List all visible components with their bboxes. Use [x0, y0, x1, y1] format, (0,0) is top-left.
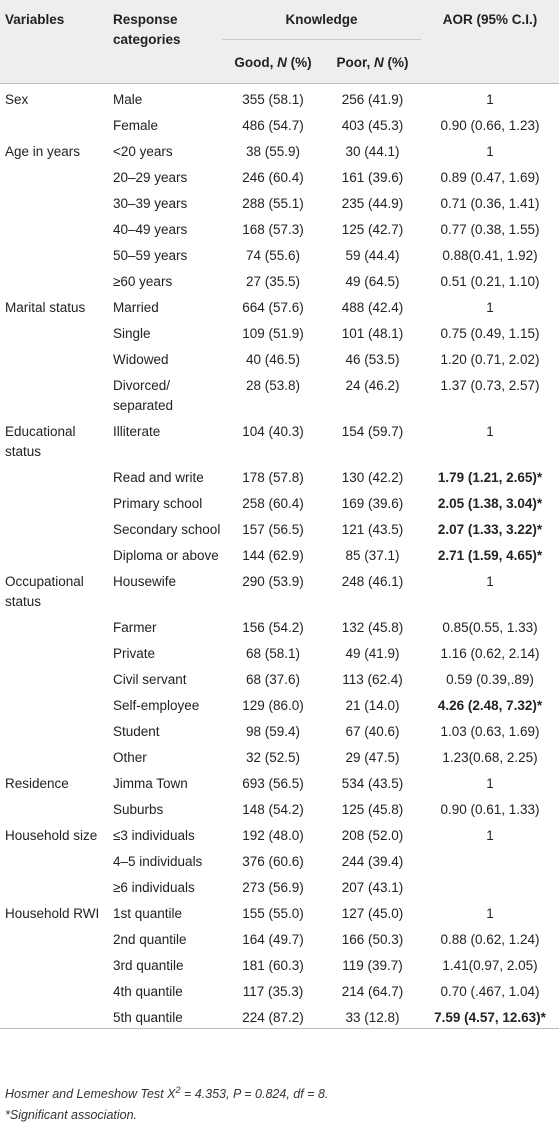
cell-response: Jimma Town [113, 776, 188, 791]
cell-response: Diploma or above [113, 548, 219, 563]
cell-poor: 29 (47.5) [345, 750, 400, 765]
cell-variable [0, 110, 104, 136]
cell-aor: 7.59 (4.57, 12.63)* [434, 1010, 546, 1025]
cell-response: Illiterate [113, 424, 161, 439]
cell-aor: 0.90 (0.66, 1.23) [440, 118, 540, 133]
cell-response: Student [113, 724, 160, 739]
col-header-knowledge [222, 0, 421, 40]
table-row [0, 110, 559, 136]
table-row [0, 742, 559, 768]
table-row [0, 664, 559, 690]
table-row [0, 514, 559, 540]
cell-aor: 0.51 (0.21, 1.10) [440, 274, 540, 289]
cell-variable [0, 188, 104, 214]
cell-aor: 2.05 (1.38, 3.04)* [437, 496, 543, 511]
cell-response: 50–59 years [113, 248, 188, 263]
table-footnotes [5, 1080, 328, 1126]
cell-aor: 0.89 (0.47, 1.69) [440, 170, 540, 185]
cell-good: 168 (57.3) [242, 222, 304, 237]
cell-aor: 0.77 (0.38, 1.55) [440, 222, 540, 237]
cell-response: Primary school [113, 496, 203, 511]
cell-aor: 1 [486, 92, 494, 107]
table-row [0, 638, 559, 664]
cell-aor: 0.75 (0.49, 1.15) [440, 326, 540, 341]
cell-variable: Marital status [5, 300, 86, 315]
cell-poor: 161 (39.6) [341, 170, 404, 185]
cell-variable [0, 924, 104, 950]
cell-aor: 4.26 (2.48, 7.32)* [437, 698, 543, 713]
cell-poor: 488 (42.4) [341, 300, 404, 315]
cell-variable [0, 344, 104, 370]
cell-aor: 1.20 (0.71, 2.02) [440, 352, 540, 367]
table-row [0, 898, 559, 924]
cell-response: Secondary school [113, 522, 221, 537]
cell-aor: 1 [486, 144, 494, 159]
table-row [0, 716, 559, 742]
table-bottom-rule [0, 1029, 559, 1030]
cell-variable [0, 872, 104, 898]
cell-response: Married [113, 300, 159, 315]
cell-variable: Sex [5, 92, 29, 107]
cell-aor: 2.07 (1.33, 3.22)* [437, 522, 543, 537]
cell-good: 664 (57.6) [242, 300, 304, 315]
cell-good: 28 (53.8) [245, 378, 301, 393]
cell-aor: 1.16 (0.62, 2.14) [440, 646, 540, 661]
cell-response: 5th quantile [113, 1010, 183, 1025]
cell-good: 144 (62.9) [242, 548, 304, 563]
table-row [0, 846, 559, 872]
cell-aor: 1.37 (0.73, 2.57) [440, 378, 540, 393]
subheader-row [0, 40, 559, 84]
cell-variable: Age in years [5, 144, 81, 159]
cell-poor: 166 (50.3) [341, 932, 404, 947]
cell-response: 4th quantile [113, 984, 183, 999]
cell-poor: 154 (59.7) [341, 424, 404, 439]
cell-aor: 1 [486, 300, 494, 315]
cell-good: 157 (56.5) [242, 522, 304, 537]
cell-poor: 256 (41.9) [341, 92, 404, 107]
cell-poor: 534 (43.5) [341, 776, 404, 791]
knowledge-label: Knowledge [285, 12, 358, 27]
cell-variable [0, 240, 104, 266]
cell-variable [0, 950, 104, 976]
cell-poor: 214 (64.7) [341, 984, 404, 999]
table-row [0, 612, 559, 638]
cell-good: 290 (53.9) [242, 574, 304, 589]
cell-aor: 0.59 (0.39,.89) [446, 672, 534, 687]
cell-response: Private [113, 646, 156, 661]
table-row [0, 540, 559, 566]
table-row [0, 488, 559, 514]
cell-good: 40 (46.5) [245, 352, 301, 367]
cell-good: 164 (49.7) [242, 932, 304, 947]
cell-good: 109 (51.9) [242, 326, 304, 341]
cell-aor: 0.85(0.55, 1.33) [442, 620, 538, 635]
cell-poor: 235 (44.9) [341, 196, 404, 211]
cell-response: 2nd quantile [113, 932, 187, 947]
cell-variable: Educational status [5, 424, 76, 459]
table-row [0, 344, 559, 370]
cell-poor: 59 (44.4) [345, 248, 400, 263]
cell-response: 30–39 years [113, 196, 188, 211]
table-row [0, 162, 559, 188]
cell-good: 104 (40.3) [242, 424, 304, 439]
cell-response: Male [113, 92, 143, 107]
table-row [0, 924, 559, 950]
table-row [0, 370, 559, 416]
cell-response: 20–29 years [113, 170, 188, 185]
cell-poor: 49 (41.9) [345, 646, 400, 661]
cell-good: 155 (55.0) [242, 906, 304, 921]
cell-variable [0, 488, 104, 514]
cell-good: 32 (52.5) [245, 750, 301, 765]
cell-aor: 0.90 (0.61, 1.33) [440, 802, 540, 817]
cell-response: Other [113, 750, 147, 765]
col-header-variables: Variables [0, 0, 104, 40]
table-row [0, 240, 559, 266]
cell-response: <20 years [113, 144, 173, 159]
table-row [0, 214, 559, 240]
cell-poor: 169 (39.6) [341, 496, 404, 511]
cell-response: Suburbs [113, 802, 164, 817]
cell-poor: 46 (53.5) [345, 352, 400, 367]
table-row [0, 462, 559, 488]
table-row [0, 188, 559, 214]
cell-response: 40–49 years [113, 222, 188, 237]
cell-poor: 244 (39.4) [341, 854, 404, 869]
cell-variable [0, 462, 104, 488]
cell-variable [0, 514, 104, 540]
cell-poor: 119 (39.7) [342, 958, 403, 973]
cell-good: 38 (55.9) [245, 144, 301, 159]
cell-aor: 1.03 (0.63, 1.69) [440, 724, 540, 739]
cell-poor: 132 (45.8) [341, 620, 404, 635]
cell-response: ≥6 individuals [113, 880, 195, 895]
cell-variable: Household size [5, 828, 98, 843]
cell-response: 4–5 individuals [113, 854, 203, 869]
table-body [0, 84, 559, 1029]
cell-variable [0, 214, 104, 240]
cell-response: Farmer [113, 620, 157, 635]
table-row [0, 566, 559, 612]
cell-poor: 24 (46.2) [345, 378, 400, 393]
col-header-aor: AOR (95% C.I.) [421, 0, 559, 40]
table-row [0, 416, 559, 462]
cell-good: 129 (86.0) [242, 698, 304, 713]
cell-variable [0, 318, 104, 344]
table-row [0, 820, 559, 846]
cell-aor: 1.41(0.97, 2.05) [442, 958, 538, 973]
cell-aor: 0.88(0.41, 1.92) [442, 248, 538, 263]
cell-good: 74 (55.6) [245, 248, 301, 263]
cell-response: 3rd quantile [113, 958, 184, 973]
cell-aor: 1.79 (1.21, 2.65)* [437, 470, 543, 485]
cell-response: Widowed [113, 352, 169, 367]
cell-response: Divorced/ separated [113, 378, 174, 413]
cell-response: 1st quantile [113, 906, 183, 921]
cell-poor: 49 (64.5) [345, 274, 400, 289]
header-row [0, 0, 559, 40]
cell-poor: 67 (40.6) [345, 724, 400, 739]
cell-good: 156 (54.2) [242, 620, 304, 635]
table-row [0, 84, 559, 110]
table-row [0, 690, 559, 716]
cell-good: 117 (35.3) [242, 984, 304, 999]
cell-aor: 1 [486, 776, 494, 791]
table-row [0, 768, 559, 794]
cell-variable [0, 540, 104, 566]
cell-aor: 0.71 (0.36, 1.41) [440, 196, 540, 211]
cell-aor [421, 846, 559, 872]
cell-good: 181 (60.3) [242, 958, 304, 973]
cell-response: ≥60 years [113, 274, 173, 289]
cell-variable [0, 162, 104, 188]
cell-variable [0, 266, 104, 292]
cell-aor: 1 [486, 424, 494, 439]
subheader-blank [0, 40, 104, 84]
cell-variable [0, 664, 104, 690]
cell-response: Housewife [113, 574, 177, 589]
cell-variable [0, 690, 104, 716]
cell-response: Female [113, 118, 159, 133]
cell-variable [0, 794, 104, 820]
cell-good: 178 (57.8) [242, 470, 304, 485]
table-row [0, 318, 559, 344]
cell-good: 68 (37.6) [245, 672, 301, 687]
cell-poor: 33 (12.8) [345, 1010, 400, 1025]
cell-good: 27 (35.5) [245, 274, 301, 289]
cell-variable [0, 612, 104, 638]
cell-good: 68 (58.1) [245, 646, 301, 661]
cell-aor: 2.71 (1.59, 4.65)* [437, 548, 543, 563]
cell-variable [0, 846, 104, 872]
cell-good: 192 (48.0) [242, 828, 304, 843]
cell-poor: 125 (42.7) [341, 222, 404, 237]
cell-good: 273 (56.9) [242, 880, 304, 895]
cell-variable [0, 716, 104, 742]
cell-aor: 1 [486, 574, 494, 589]
cell-variable: Residence [5, 776, 69, 791]
cell-good: 355 (58.1) [242, 92, 304, 107]
cell-variable [0, 742, 104, 768]
cell-response: Self-employee [113, 698, 200, 713]
cell-variable [0, 1002, 104, 1029]
cell-variable [0, 976, 104, 1002]
cell-poor: 21 (14.0) [345, 698, 400, 713]
cell-aor: 1 [486, 906, 494, 921]
subheader-blank [421, 40, 559, 84]
cell-poor: 101 (48.1) [341, 326, 404, 341]
cell-good: 258 (60.4) [242, 496, 304, 511]
cell-good: 693 (56.5) [242, 776, 304, 791]
cell-poor: 113 (62.4) [342, 672, 403, 687]
cell-poor: 207 (43.1) [341, 880, 404, 895]
cell-response: Civil servant [113, 672, 187, 687]
cell-aor: 0.88 (0.62, 1.24) [440, 932, 540, 947]
col-header-response: Response categories [104, 0, 222, 84]
table-row [0, 136, 559, 162]
cell-variable: Occupational status [5, 574, 84, 609]
cell-good: 376 (60.6) [242, 854, 304, 869]
table-row [0, 872, 559, 898]
table-row [0, 976, 559, 1002]
table-row [0, 1002, 559, 1029]
cell-good: 148 (54.2) [242, 802, 304, 817]
cell-poor: 403 (45.3) [341, 118, 404, 133]
footnote-test: Hosmer and Lemeshow Test $X^2 = 4.353$, P = 0.824, df = 8. [5, 1085, 329, 1102]
cell-variable: Household RWI [5, 906, 100, 921]
table-row [0, 292, 559, 318]
table-row [0, 794, 559, 820]
cell-poor: 130 (42.2) [341, 470, 404, 485]
cell-good: 224 (87.2) [242, 1010, 304, 1025]
cell-poor: 208 (52.0) [341, 828, 404, 843]
cell-aor: 0.70 (.467, 1.04) [440, 984, 540, 999]
cell-variable [0, 638, 104, 664]
cell-poor: 248 (46.1) [341, 574, 404, 589]
cell-aor: 1 [486, 828, 494, 843]
col-header-poor: Poor, N (%) [324, 40, 421, 84]
table-row [0, 950, 559, 976]
cell-variable [0, 370, 104, 416]
cell-response: Read and write [113, 470, 204, 485]
cell-aor [421, 872, 559, 898]
table-row [0, 266, 559, 292]
cell-good: 486 (54.7) [242, 118, 304, 133]
cell-response: Single [113, 326, 151, 341]
cell-aor: 1.23(0.68, 2.25) [442, 750, 538, 765]
cell-poor: 30 (44.1) [345, 144, 400, 159]
cell-poor: 85 (37.1) [345, 548, 400, 563]
cell-poor: 127 (45.0) [341, 906, 404, 921]
cell-good: 288 (55.1) [242, 196, 304, 211]
cell-good: 98 (59.4) [245, 724, 301, 739]
cell-good: 246 (60.4) [242, 170, 304, 185]
cell-poor: 121 (43.5) [341, 522, 404, 537]
col-header-good: Good, N (%) [222, 40, 324, 84]
footnote-significance: *Significant association. [5, 1108, 138, 1123]
cell-response: ≤3 individuals [113, 828, 195, 843]
cell-poor: 125 (45.8) [341, 802, 404, 817]
